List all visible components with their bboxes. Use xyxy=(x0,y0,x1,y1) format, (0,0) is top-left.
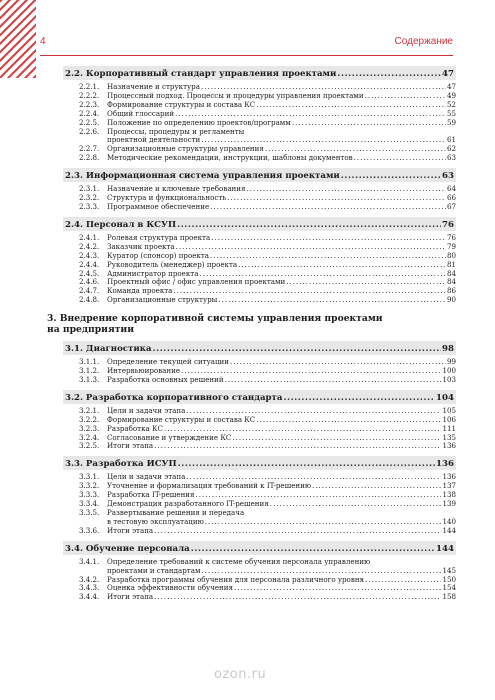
item-title: Цели и задачи этапа xyxy=(107,472,186,482)
leader-dots xyxy=(256,103,446,110)
item-title: Разработка программы обучения для персонала различного уровня xyxy=(107,574,365,584)
item-page: 90 xyxy=(446,295,456,305)
section-title: 2.4. Персонал в КСУП xyxy=(65,219,177,230)
item-page: 139 xyxy=(442,499,456,509)
item-number: 2.3.2. xyxy=(79,193,100,203)
leader-dots xyxy=(191,546,435,555)
leader-dots xyxy=(230,360,446,367)
toc-section-2-4[interactable] xyxy=(63,217,456,231)
item-label xyxy=(79,442,153,451)
item-title: Итоги этапа xyxy=(107,592,154,602)
leader-dots xyxy=(365,94,446,101)
item-title: Организационные структуры xyxy=(107,295,218,305)
item-page: 99 xyxy=(446,357,456,367)
item-title: Структура и функциональность xyxy=(107,193,227,203)
item-number: 3.2.4. xyxy=(79,432,100,442)
toc-items-3-4 xyxy=(63,558,456,603)
leader-dots xyxy=(154,529,441,536)
toc-items-2-3 xyxy=(63,185,456,212)
item-page: 137 xyxy=(442,481,456,491)
leader-dots xyxy=(292,120,446,127)
leader-dots xyxy=(218,298,446,305)
item-title: Развертывание решения и передача xyxy=(107,508,245,517)
item-title: Программное обеспечение xyxy=(107,201,210,211)
leader-dots xyxy=(196,493,442,500)
section-page: 98 xyxy=(442,344,454,355)
section-title: 2.2. Корпоративный стандарт управления проектами xyxy=(65,69,337,79)
item-title: Куратор (спонсор) проекта xyxy=(107,250,210,260)
item-number: 2.4.2. xyxy=(79,241,100,251)
item-title: Разработка КС xyxy=(107,423,163,433)
item-title: Разработка IT-решения xyxy=(107,490,195,500)
item-number: 2.3.3. xyxy=(79,201,100,211)
item-title: Оценка эффективности обучения xyxy=(107,583,233,593)
item-number: 3.2.3. xyxy=(79,423,100,433)
toc-items-2-2 xyxy=(63,83,456,163)
item-number: 3.3.1. xyxy=(79,472,100,482)
section-page: 104 xyxy=(436,392,454,403)
item-page: 158 xyxy=(442,592,456,602)
leader-dots xyxy=(154,595,441,602)
item-number: 3.2.5. xyxy=(79,441,100,451)
item-title: Проектный офис / офис управления проектами xyxy=(107,277,286,287)
item-page: 105 xyxy=(442,405,456,415)
item-number: 2.2.8. xyxy=(79,153,100,163)
item-label xyxy=(79,154,353,163)
item-title-cont: проектами и стандартам xyxy=(107,565,201,575)
toc-section-3-3[interactable] xyxy=(63,456,456,470)
toc-section-3-4[interactable] xyxy=(63,541,456,555)
item-number: 3.3.2. xyxy=(79,481,100,491)
item-page: 138 xyxy=(442,490,456,500)
leader-dots xyxy=(201,138,446,145)
item-page: 111 xyxy=(442,423,456,433)
leader-dots xyxy=(246,187,445,194)
item-number: 3.3.5. xyxy=(79,508,100,517)
item-number: 3.1.2. xyxy=(79,366,100,376)
item-title: Формирование структуры и состава КС xyxy=(107,99,256,109)
item-page: 140 xyxy=(442,516,456,526)
toc-item[interactable] xyxy=(63,203,456,212)
item-page: 86 xyxy=(446,286,456,296)
item-page: 154 xyxy=(442,583,456,593)
item-title: Интервьюирование xyxy=(107,366,181,376)
leader-dots xyxy=(205,520,442,527)
item-number: 3.4.2. xyxy=(79,574,100,584)
item-number: 2.2.7. xyxy=(79,144,100,154)
section-page: 144 xyxy=(436,543,454,554)
chapter-3-heading[interactable] xyxy=(47,313,456,335)
item-title-cont: в тестовую эксплуатацию xyxy=(107,516,204,526)
item-page: 79 xyxy=(446,241,456,251)
toc-item[interactable] xyxy=(63,296,456,305)
leader-dots xyxy=(238,262,446,269)
item-page: 106 xyxy=(442,414,456,424)
section-title: 3.2. Разработка корпоративного стандарта xyxy=(65,392,283,403)
item-page: 84 xyxy=(446,268,456,278)
item-number: 2.4.8. xyxy=(79,295,100,305)
leader-dots xyxy=(256,418,441,425)
item-title: Итоги этапа xyxy=(107,525,154,535)
toc-item[interactable] xyxy=(63,442,456,451)
item-number: 3.3.6. xyxy=(79,525,100,535)
item-number: 2.4.5. xyxy=(79,268,100,278)
item-title: Команда проекта xyxy=(107,286,173,296)
chapter-title-line2: на предприятии xyxy=(47,324,135,336)
section-page: 76 xyxy=(442,219,454,230)
item-label xyxy=(79,296,217,305)
item-page: 59 xyxy=(446,117,456,127)
section-page: 47 xyxy=(442,69,454,79)
item-page: 62 xyxy=(446,144,456,154)
item-page: 150 xyxy=(442,574,456,584)
leader-dots xyxy=(354,156,446,163)
item-page: 47 xyxy=(446,82,456,91)
item-number: 2.2.5. xyxy=(79,117,100,127)
leader-dots xyxy=(232,435,441,442)
running-title: Содержание xyxy=(394,36,453,47)
item-title: Итоги этапа xyxy=(107,441,154,451)
item-title: Разработка основных решений xyxy=(107,374,224,384)
leader-dots xyxy=(270,502,442,509)
toc-items-3-3 xyxy=(63,473,456,535)
item-number: 2.4.1. xyxy=(79,232,100,242)
item-number: 2.2.4. xyxy=(79,108,100,118)
item-title: Администратор проекта xyxy=(107,268,199,278)
leader-dots xyxy=(178,462,435,471)
item-number: 3.2.2. xyxy=(79,414,100,424)
item-label xyxy=(79,584,233,593)
item-title: Согласование и утверждение КС xyxy=(107,432,232,442)
decorative-stripes xyxy=(0,0,36,78)
watermark: ozon.ru xyxy=(214,667,267,682)
item-page: 81 xyxy=(446,259,456,269)
item-number: 2.4.7. xyxy=(79,286,100,296)
item-number: 2.2.2. xyxy=(79,90,100,100)
item-title: Определение требований к системе обучения персонала управлению xyxy=(107,556,371,566)
item-page: 55 xyxy=(446,108,456,118)
item-number: 3.1.3. xyxy=(79,374,100,384)
item-number: 2.4.6. xyxy=(79,277,100,287)
item-title: Положение по определению проектов/программ xyxy=(107,117,291,127)
item-title: Назначение и структура xyxy=(107,82,200,91)
chapter-title-line1: 3. Внедрение корпоративной системы управления проектами xyxy=(47,313,383,325)
leader-dots xyxy=(265,147,446,154)
leader-dots xyxy=(341,174,441,183)
section-title: 3.3. Разработка ИСУП xyxy=(65,459,177,470)
leader-dots xyxy=(164,426,442,433)
page-number: 4 xyxy=(40,36,46,47)
leader-dots xyxy=(225,378,442,385)
leader-dots xyxy=(201,568,441,575)
item-label xyxy=(79,203,209,212)
toc-items-3-1 xyxy=(63,358,456,385)
item-title: Ролевая структура проекта xyxy=(107,232,211,242)
leader-dots xyxy=(181,369,441,376)
leader-dots xyxy=(173,289,446,296)
item-title: Руководитель (менеджер) проекта xyxy=(107,259,238,269)
item-number: 2.4.3. xyxy=(79,250,100,260)
item-title: Процессный подход. Процессы и процедуры управления проектами xyxy=(107,90,364,100)
item-number: 2.2.1. xyxy=(79,82,100,91)
item-label xyxy=(79,416,255,425)
item-label xyxy=(79,434,231,443)
leader-dots xyxy=(365,577,441,584)
leader-dots xyxy=(211,236,446,243)
item-page: 63 xyxy=(446,153,456,163)
item-page: 84 xyxy=(446,277,456,287)
item-number: 3.4.4. xyxy=(79,592,100,602)
item-title: Уточнение и формализация требований к IT-решению xyxy=(107,481,312,491)
toc-section-2-2[interactable] xyxy=(63,66,456,80)
leader-dots xyxy=(283,395,435,404)
leader-dots xyxy=(234,586,441,593)
item-number: 2.4.4. xyxy=(79,259,100,269)
leader-dots xyxy=(176,245,446,252)
item-label xyxy=(79,376,224,385)
item-page: 76 xyxy=(446,232,456,242)
item-page: 61 xyxy=(446,135,456,145)
leader-dots xyxy=(199,271,446,278)
item-title-cont: проектной деятельности xyxy=(107,135,201,145)
item-title: Методические рекомендации, инструкции, шаблоны документов xyxy=(107,153,353,163)
leader-dots xyxy=(186,475,441,482)
leader-dots xyxy=(154,444,441,451)
item-number: 3.4.1. xyxy=(79,556,100,566)
item-number: 2.3.1. xyxy=(79,184,100,194)
item-title: Общий глоссарий xyxy=(107,108,175,118)
toc-section-2-3[interactable] xyxy=(63,168,456,182)
table-of-contents xyxy=(47,66,456,602)
section-page: 63 xyxy=(442,171,454,182)
item-page: 103 xyxy=(442,374,456,384)
leader-dots xyxy=(201,85,446,92)
toc-items-2-4 xyxy=(63,234,456,305)
item-page: 135 xyxy=(442,432,456,442)
item-number: 3.4.3. xyxy=(79,583,100,593)
leader-dots xyxy=(312,484,441,491)
item-title: Демонстрация разработанного IT-решения xyxy=(107,499,269,509)
leader-dots xyxy=(186,409,441,416)
toc-section-3-1[interactable] xyxy=(63,341,456,355)
item-title: Определение текущей ситуации xyxy=(107,357,230,367)
item-page: 66 xyxy=(446,193,456,203)
section-title: 2.3. Информационная система управления проектами xyxy=(65,171,340,182)
item-page: 49 xyxy=(446,90,456,100)
item-title: Заказчик проекта xyxy=(107,241,175,251)
item-page: 80 xyxy=(446,250,456,260)
leader-dots xyxy=(153,347,442,356)
item-title: Цели и задачи этапа xyxy=(107,405,186,415)
toc-item[interactable] xyxy=(63,154,456,163)
leader-dots xyxy=(210,254,446,261)
item-page: 64 xyxy=(446,184,456,194)
item-page: 67 xyxy=(446,201,456,211)
item-title: Процессы, процедуры и регламенты xyxy=(107,126,245,136)
item-page: 136 xyxy=(442,472,456,482)
section-page: 136 xyxy=(436,459,454,470)
toc-items-3-2 xyxy=(63,407,456,452)
toc-item[interactable] xyxy=(63,593,456,602)
item-page: 144 xyxy=(442,525,456,535)
leader-dots xyxy=(210,205,446,212)
item-page: 136 xyxy=(442,441,456,451)
item-number: 3.1.1. xyxy=(79,357,100,367)
item-page: 100 xyxy=(442,366,456,376)
item-page: 52 xyxy=(446,99,456,109)
item-label xyxy=(79,593,153,602)
item-number: 3.3.4. xyxy=(79,499,100,509)
toc-item[interactable] xyxy=(63,376,456,385)
item-title: Формирование структуры и состава КС xyxy=(107,414,256,424)
leader-dots xyxy=(286,280,446,287)
item-title: Организационные структуры управления xyxy=(107,144,264,154)
item-label xyxy=(79,527,153,536)
leader-dots xyxy=(227,196,446,203)
leader-dots xyxy=(177,222,441,231)
item-number: 3.2.1. xyxy=(79,405,100,415)
item-number: 2.2.3. xyxy=(79,99,100,109)
leader-dots xyxy=(175,112,446,119)
item-number: 3.3.3. xyxy=(79,490,100,500)
header-rule xyxy=(40,55,453,56)
item-page: 145 xyxy=(442,565,456,575)
item-number: 2.2.6. xyxy=(79,126,100,136)
toc-item[interactable] xyxy=(63,527,456,536)
section-title: 3.4. Обучение персонала xyxy=(65,543,190,554)
leader-dots xyxy=(337,71,441,80)
section-title: 3.1. Диагностика xyxy=(65,344,152,355)
item-title: Назначение и ключевые требования xyxy=(107,184,246,194)
toc-section-3-2[interactable] xyxy=(63,390,456,404)
